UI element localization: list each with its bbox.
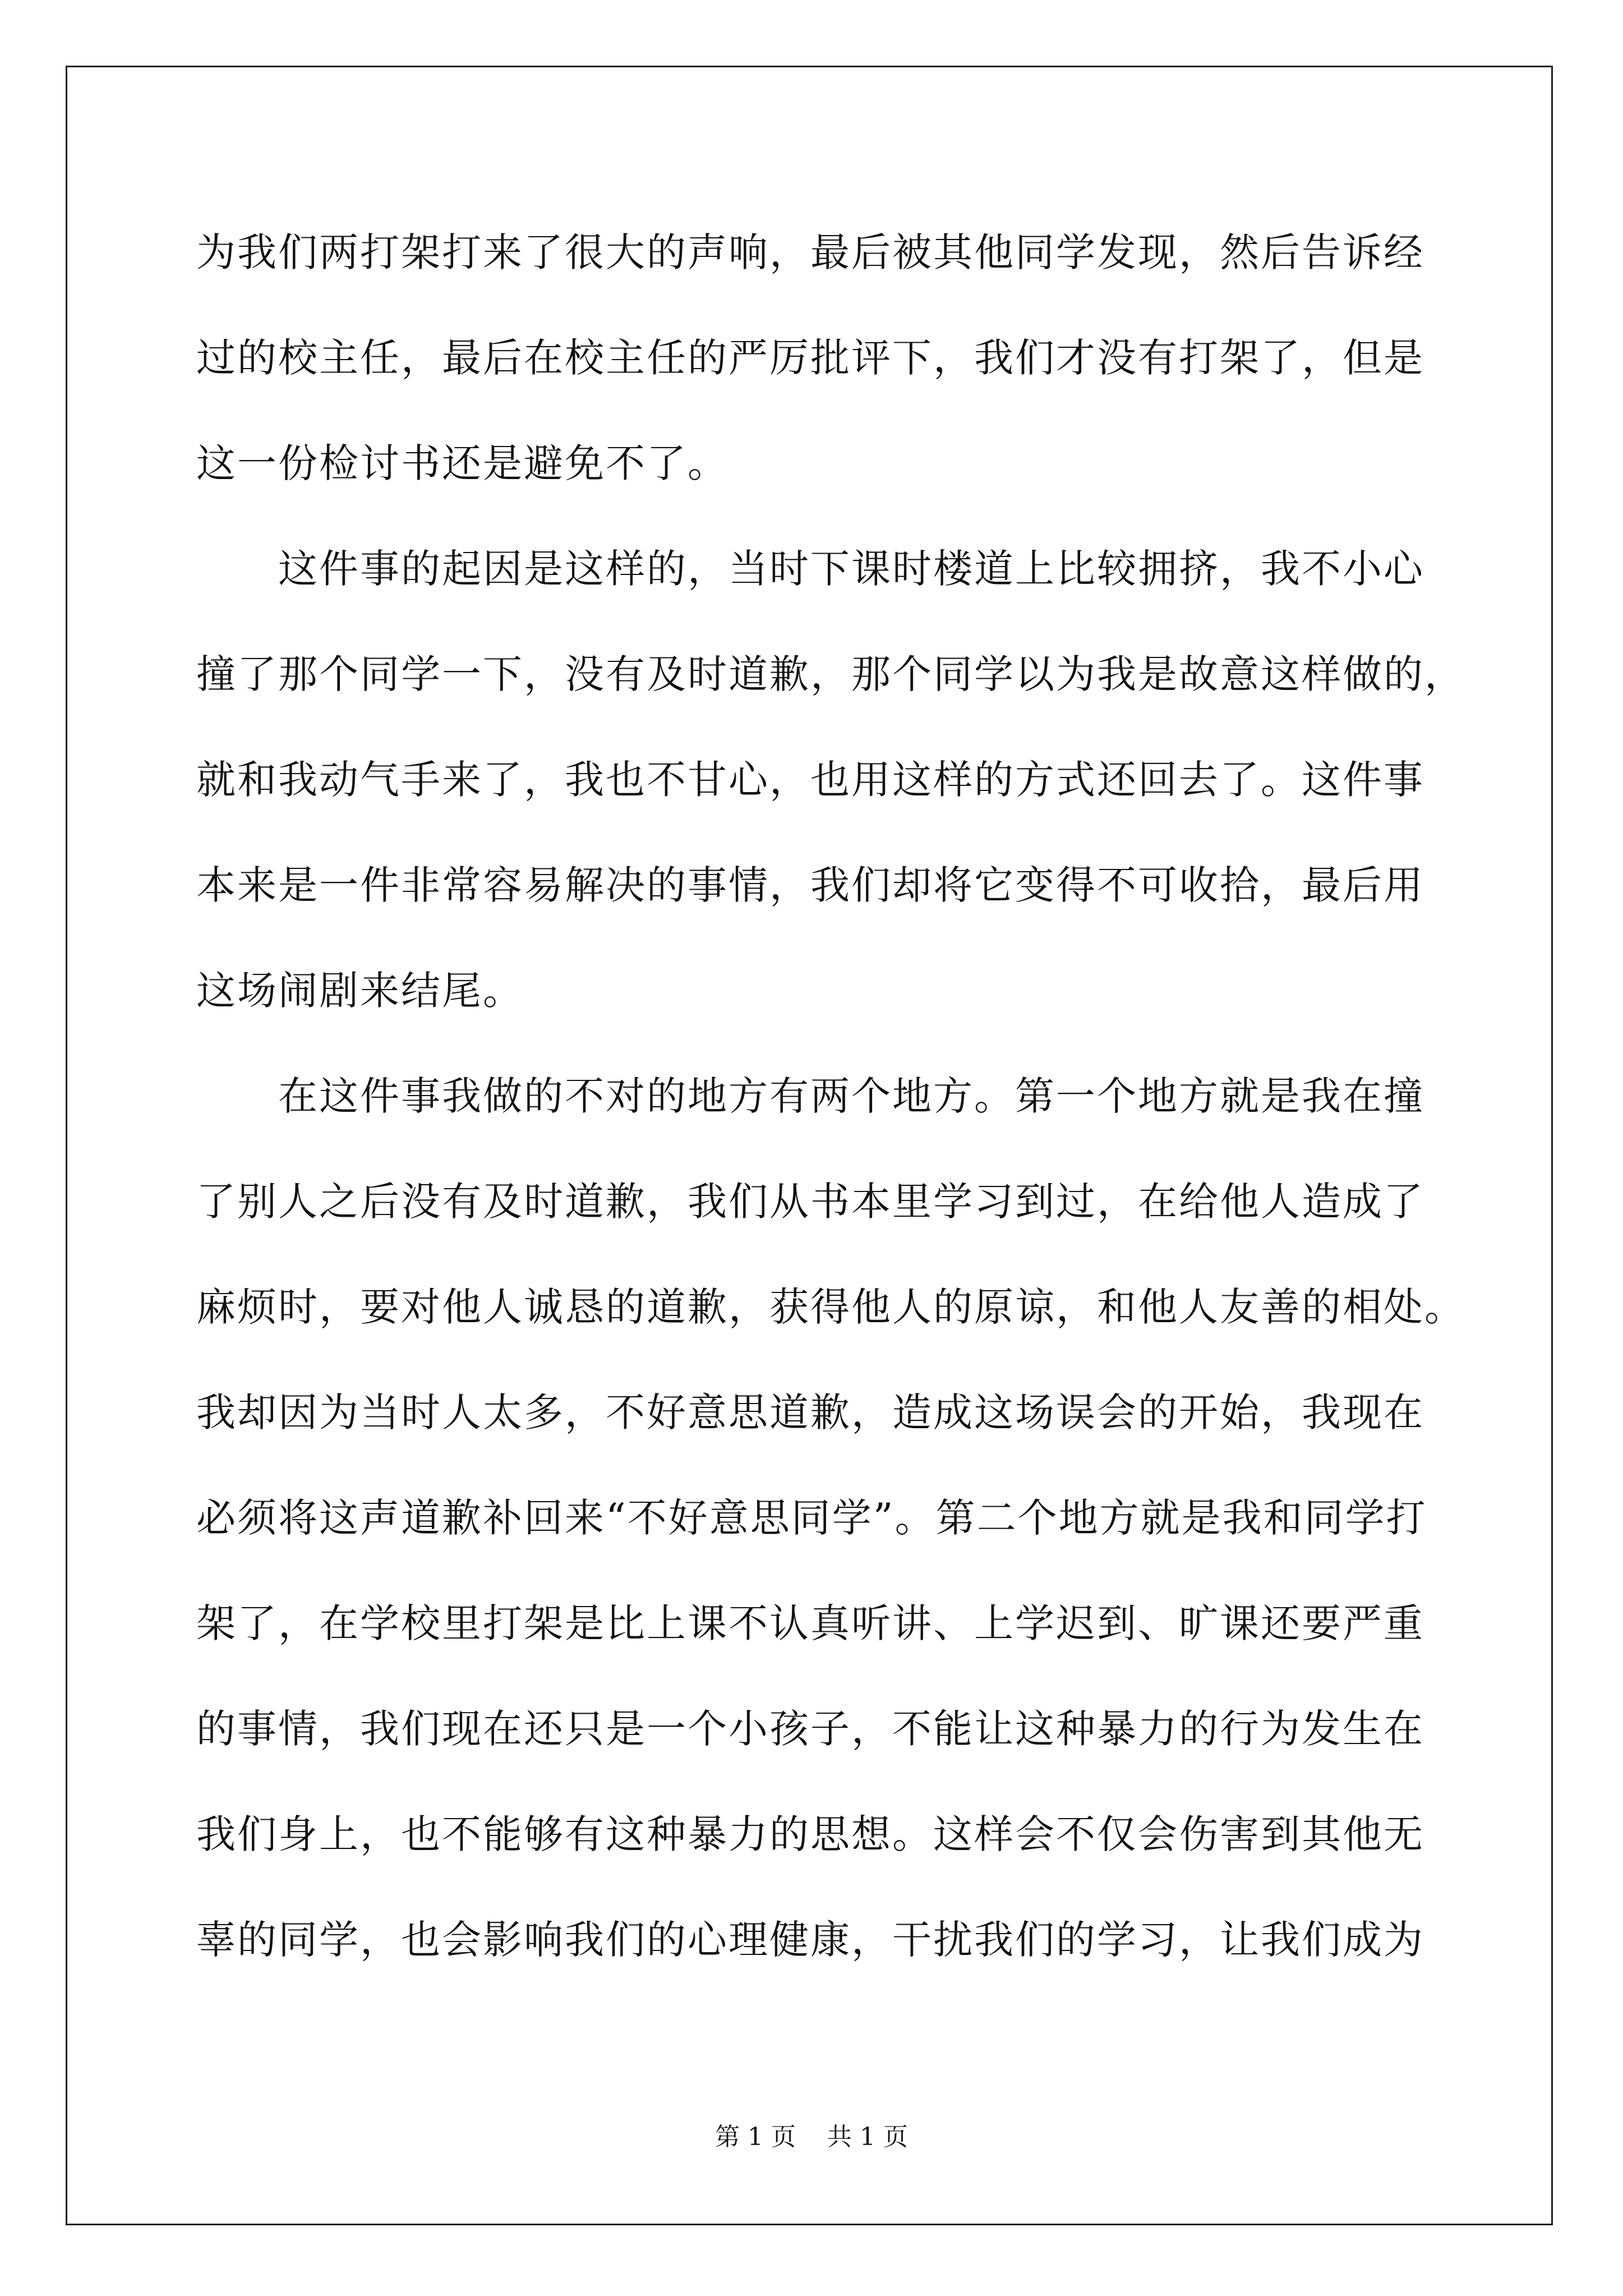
text-line: 在这件事我做的不对的地方有两个地方。第一个地方就是我在撞 bbox=[196, 1073, 1424, 1119]
text-line: 这场闹剧来结尾。 bbox=[196, 968, 524, 1014]
text-line: 本来是一件非常容易解决的事情，我们却将它变得不可收拾，最后用 bbox=[196, 862, 1424, 908]
text-line: 我却因为当时人太多，不好意思道歉，造成这场误会的开始，我现在 bbox=[196, 1389, 1424, 1435]
text-line: 辜的同学，也会影响我们的心理健康，干扰我们的学习，让我们成为 bbox=[196, 1917, 1424, 1963]
text-line: 必须将这声道歉补回来“不好意思同学”。第二个地方就是我和同学打 bbox=[196, 1495, 1427, 1541]
document-body bbox=[196, 224, 1465, 2017]
text-line: 撞了那个同学一下，没有及时道歉，那个同学以为我是故意这样做的， bbox=[196, 651, 1465, 697]
page-number: 第 1 页 bbox=[715, 2123, 796, 2151]
text-line: 为我们两打架打来了很大的声响，最后被其他同学发现，然后告诉经 bbox=[196, 229, 1424, 275]
text-line: 麻烦时，要对他人诚恳的道歉，获得他人的原谅，和他人友善的相处。 bbox=[196, 1284, 1465, 1330]
text-line: 这件事的起因是这样的，当时下课时楼道上比较拥挤，我不小心 bbox=[196, 546, 1424, 592]
text-line: 架了，在学校里打架是比上课不认真听讲、上学迟到、旷课还要严重 bbox=[196, 1600, 1424, 1646]
text-line: 了别人之后没有及时道歉，我们从书本里学习到过，在给他人造成了 bbox=[196, 1179, 1424, 1225]
text-line: 过的校主任，最后在校主任的严厉批评下，我们才没有打架了，但是 bbox=[196, 335, 1424, 381]
page-total: 共 1 页 bbox=[827, 2123, 908, 2151]
text-line: 这一份检讨书还是避免不了。 bbox=[196, 440, 728, 486]
text-line: 我们身上，也不能够有这种暴力的思想。这样会不仅会伤害到其他无 bbox=[196, 1811, 1424, 1857]
text-line: 的事情，我们现在还只是一个小孩子，不能让这种暴力的行为发生在 bbox=[196, 1706, 1424, 1752]
text-line: 就和我动气手来了，我也不甘心，也用这样的方式还回去了。这件事 bbox=[196, 757, 1424, 803]
page-footer bbox=[0, 2120, 1623, 2154]
